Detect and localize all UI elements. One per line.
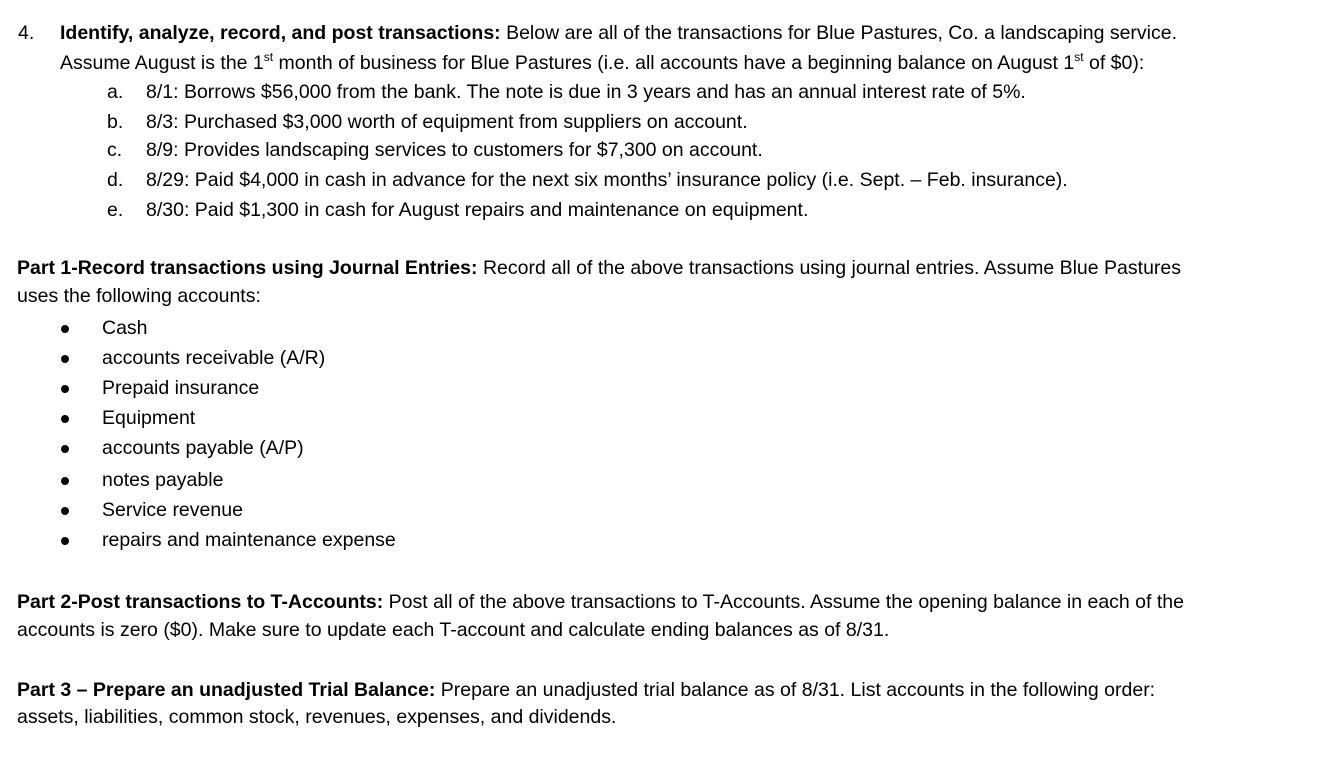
bullet-icon — [61, 445, 69, 453]
part3-text: Prepare an unadjusted trial balance as of 8/31. List accounts in the following order: — [435, 679, 1156, 701]
account-item: Equipment — [102, 407, 196, 429]
part3-heading: Part 3 – Prepare an unadjusted Trial Balance: — [17, 679, 436, 701]
account-item: accounts receivable (A/R) — [102, 347, 326, 369]
account-item: notes payable — [102, 469, 224, 491]
question-intro-text: Below are all of the transactions for Blue Pastures, Co. a landscaping service. — [506, 22, 1178, 44]
transaction-text: 8/1: Borrows $56,000 from the bank. The note is due in 3 years and has an annual interest rate of 5%. — [146, 81, 1026, 103]
transaction-letter: a. — [107, 81, 124, 103]
part1-text: Record all of the above transactions using journal entries. Assume Blue Pastures — [477, 257, 1181, 279]
bullet-icon — [61, 325, 69, 333]
bullet-icon — [61, 507, 69, 515]
part1-line2: uses the following accounts: — [17, 285, 261, 307]
question-number: 4. — [18, 22, 35, 44]
account-item: Service revenue — [102, 499, 243, 521]
transaction-letter: c. — [107, 139, 123, 161]
bullet-icon — [61, 477, 69, 485]
part2-text: Post all of the above transactions to T-Accounts. Assume the opening balance in each of the — [383, 591, 1184, 613]
part2-heading: Part 2-Post transactions to T-Accounts: — [17, 591, 384, 613]
transaction-text: 8/29: Paid $4,000 in cash in advance for the next six months’ insurance policy (i.e. Sept. – Feb. insurance). — [146, 169, 1068, 191]
transaction-text: 8/30: Paid $1,300 in cash for August repairs and maintenance on equipment. — [146, 199, 809, 221]
part1-heading: Part 1-Record transactions using Journal Entries: — [17, 257, 478, 279]
part2-line1 — [17, 591, 1184, 614]
account-item: Cash — [102, 317, 148, 339]
bullet-icon — [61, 537, 69, 545]
question-heading: Identify, analyze, record, and post transactions: — [60, 22, 501, 44]
account-item: repairs and maintenance expense — [102, 529, 396, 551]
account-item: Prepaid insurance — [102, 377, 260, 399]
bullet-icon — [61, 385, 69, 393]
bullet-icon — [61, 415, 69, 423]
transaction-text: 8/9: Provides landscaping services to customers for $7,300 on account. — [146, 139, 763, 161]
account-item: accounts payable (A/P) — [102, 437, 304, 459]
transaction-text: 8/3: Purchased $3,000 worth of equipment from suppliers on account. — [146, 111, 748, 133]
part3-line2: assets, liabilities, common stock, revenues, expenses, and dividends. — [17, 706, 617, 728]
transaction-letter: d. — [107, 169, 124, 191]
transaction-letter: e. — [107, 199, 124, 221]
transaction-letter: b. — [107, 111, 124, 133]
part2-line2: accounts is zero ($0). Make sure to update each T-account and calculate ending balances as of 8/31. — [17, 619, 890, 641]
part1-line1 — [17, 257, 1181, 280]
part3-line1 — [17, 679, 1155, 702]
question-intro-line2: Assume August is the 1st month of business for Blue Pastures (i.e. all accounts have a beginning balance on August 1st of $0): — [60, 50, 1145, 74]
question-intro-line1 — [60, 22, 1177, 45]
bullet-icon — [61, 355, 69, 363]
